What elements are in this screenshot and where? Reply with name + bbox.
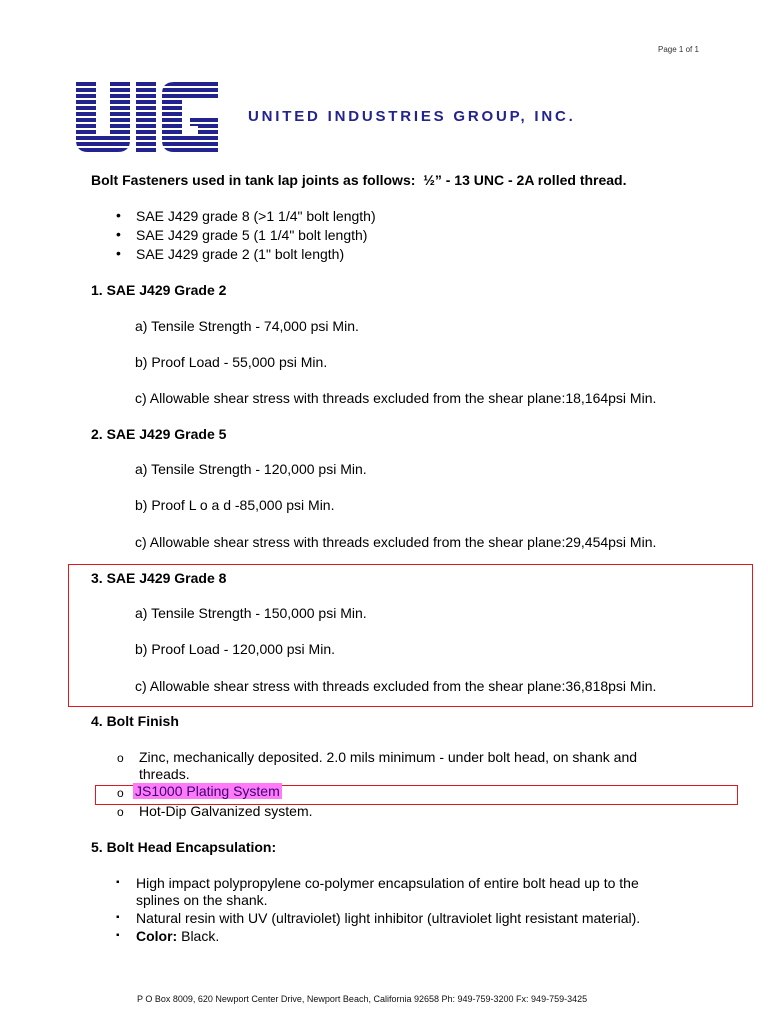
square-bullet-icon: ▪ bbox=[116, 912, 120, 923]
finish-item-highlighted bbox=[133, 783, 282, 800]
spec-item: a) Tensile Strength - 150,000 psi Min. bbox=[135, 605, 367, 621]
finish-item: Hot-Dip Galvanized system. bbox=[139, 803, 313, 819]
spec-item: b) Proof Load - 120,000 psi Min. bbox=[135, 641, 336, 657]
square-bullet-icon: ▪ bbox=[116, 877, 120, 888]
section-heading: 1. SAE J429 Grade 2 bbox=[91, 282, 227, 298]
page-of: of bbox=[685, 45, 693, 54]
section-heading: 5. Bolt Head Encapsulation: bbox=[91, 839, 277, 855]
spec-item: c) Allowable shear stress with threads excluded from the shear plane:36,818psi Min. bbox=[135, 678, 657, 694]
intro-spec: ½” - 13 UNC - 2A rolled thread. bbox=[423, 172, 627, 188]
page-number bbox=[658, 45, 699, 55]
page-total: 1 bbox=[694, 45, 699, 54]
color-item bbox=[136, 928, 219, 945]
encapsulation-item: Natural resin with UV (ultraviolet) light inhibitor (ultraviolet light resistant material). bbox=[136, 910, 641, 926]
color-label: Color: bbox=[136, 928, 178, 944]
intro-text: Bolt Fasteners used in tank lap joints as follows: bbox=[91, 172, 416, 188]
spec-item: c) Allowable shear stress with threads excluded from the shear plane:18,164psi Min. bbox=[135, 390, 657, 406]
uig-logo bbox=[74, 82, 220, 152]
bullet-dot: • bbox=[116, 207, 121, 223]
spec-item: b) Proof L o a d -85,000 psi Min. bbox=[135, 497, 335, 513]
section-heading: 3. SAE J429 Grade 8 bbox=[91, 570, 227, 586]
square-bullet-icon: ▪ bbox=[116, 930, 120, 941]
circle-bullet-icon: o bbox=[117, 751, 124, 765]
page-label: Page bbox=[658, 45, 677, 54]
spec-item: b) Proof Load - 55,000 psi Min. bbox=[135, 354, 328, 370]
bullet-dot: • bbox=[116, 226, 121, 242]
circle-bullet-icon: o bbox=[117, 786, 124, 800]
footer-address: P O Box 8009, 620 Newport Center Drive, Newport Beach, California 92658 Ph: 949-759-3200 Fx: 949-759-3425 bbox=[137, 994, 588, 1004]
grades-list-item: SAE J429 grade 2 (1" bolt length) bbox=[136, 246, 345, 262]
encapsulation-item: High impact polypropylene co-polymer encapsulation of entire bolt head up to the bbox=[136, 875, 639, 891]
color-value: Black. bbox=[181, 928, 220, 944]
encapsulation-item-continued: splines on the shank. bbox=[136, 892, 268, 908]
finish-item-continued: threads. bbox=[139, 766, 190, 782]
intro-line bbox=[91, 172, 627, 189]
grades-list-item: SAE J429 grade 8 (>1 1/4" bolt length) bbox=[136, 208, 376, 224]
spec-item: a) Tensile Strength - 74,000 psi Min. bbox=[135, 318, 359, 334]
highlighted-text: JS1000 Plating System bbox=[135, 783, 280, 799]
finish-item: Zinc, mechanically deposited. 2.0 mils minimum - under bolt head, on shank and bbox=[139, 749, 638, 765]
circle-bullet-icon: o bbox=[117, 805, 124, 819]
spec-item: a) Tensile Strength - 120,000 psi Min. bbox=[135, 461, 367, 477]
grades-list-item: SAE J429 grade 5 (1 1/4" bolt length) bbox=[136, 227, 368, 243]
bullet-dot: • bbox=[116, 245, 121, 261]
page-current: 1 bbox=[678, 45, 684, 54]
section-heading: 4. Bolt Finish bbox=[91, 713, 179, 729]
section-heading: 2. SAE J429 Grade 5 bbox=[91, 426, 227, 442]
company-name: UNITED INDUSTRIES GROUP, INC. bbox=[248, 108, 576, 125]
spec-item: c) Allowable shear stress with threads excluded from the shear plane:29,454psi Min. bbox=[135, 534, 657, 550]
